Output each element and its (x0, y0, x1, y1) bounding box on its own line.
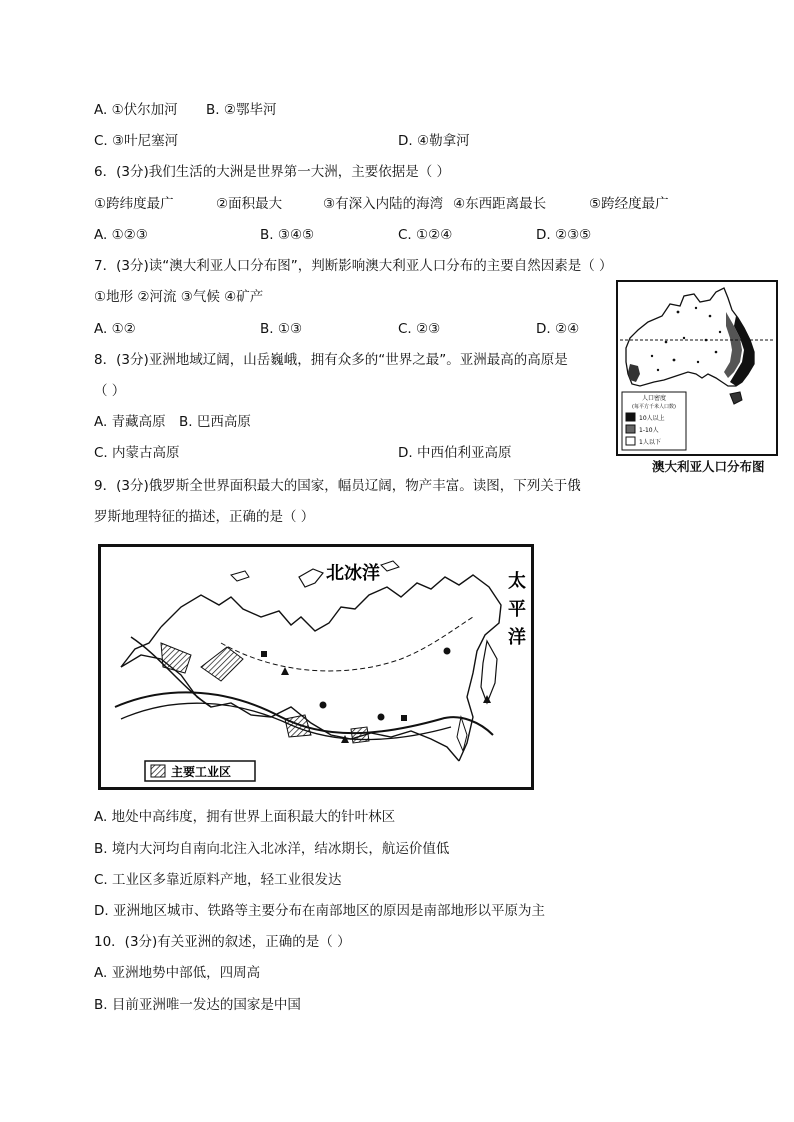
q8-option-d: D. 中西伯利亚高原 (398, 445, 512, 461)
legend-industrial-label: 主要工业区 (171, 765, 232, 779)
pacific-label-1: 太 (508, 571, 526, 592)
q7-items: ①地形 ②河流 ③气候 ④矿产 (94, 289, 264, 305)
q9-option-a: A. 地处中高纬度，拥有世界上面积最大的针叶林区 (94, 809, 396, 825)
western-border (121, 627, 161, 667)
q7-option-c: C. ②③ (398, 321, 441, 337)
q5-option-d: D. ④勒拿河 (398, 133, 470, 149)
pacific-label-3: 洋 (508, 627, 526, 648)
q8-option-a: A. 青藏高原 (94, 414, 166, 430)
legend-item-high: 10人以上 (639, 415, 665, 422)
q7-option-a: A. ①② (94, 321, 136, 337)
arctic-island-2 (381, 561, 399, 571)
arctic-circle (221, 617, 473, 671)
q10-option-a: A. 亚洲地势中部低，四周高 (94, 965, 261, 981)
q6-item-1: ①跨纬度最广 (94, 196, 174, 212)
q9-stem-line2: 罗斯地理特征的描述，正确的是（ ） (94, 509, 315, 525)
q6-option-d: D. ②③⑤ (536, 227, 592, 243)
australia-population-map (616, 280, 778, 456)
legend-item-medium: 1-10人 (639, 427, 659, 434)
q7-stem: 7．(3分)读“澳大利亚人口分布图”，判断影响澳大利亚人口分布的主要自然因素是（ ） (94, 258, 613, 274)
arctic-ocean-label: 北冰洋 (326, 563, 380, 584)
q5-option-a: A. ①伏尔加河 (94, 102, 178, 118)
q5-option-b: B. ②鄂毕河 (206, 102, 277, 118)
legend-hatch-swatch (151, 765, 165, 777)
australia-map-drawing (618, 282, 776, 454)
russia-map (98, 544, 534, 790)
tasmania (730, 392, 742, 404)
q6-item-4: ④东西距离最长 (453, 196, 547, 212)
kamchatka (481, 641, 497, 703)
arctic-island-1 (231, 571, 249, 581)
q9-option-b: B. 境内大河均自南向北注入北冰洋，结冰期长，航运价值低 (94, 841, 450, 857)
legend-subtitle: (每平方千米人口数) (632, 404, 676, 410)
q7-option-b: B. ①③ (260, 321, 303, 337)
australia-map-caption: 澳大利亚人口分布图 (652, 459, 765, 474)
q10-stem: 10．(3分)有关亚洲的叙述，正确的是（ ） (94, 934, 351, 950)
q9-option-c: C. 工业区多靠近原料产地，轻工业很发达 (94, 872, 342, 888)
q8-option-b: B. 巴西高原 (179, 414, 251, 430)
legend-title: 人口密度 (641, 395, 667, 402)
legend-swatch-medium (626, 425, 635, 433)
legend-item-low: 1人以下 (639, 439, 661, 446)
russia-map-drawing (101, 547, 531, 787)
q6-option-b: B. ③④⑤ (260, 227, 315, 243)
legend-swatch-high (626, 413, 635, 421)
q6-item-5: ⑤跨经度最广 (589, 196, 669, 212)
pacific-label-2: 平 (508, 599, 526, 620)
q8-option-c: C. 内蒙古高原 (94, 445, 180, 461)
q6-option-c: C. ①②④ (398, 227, 453, 243)
q6-stem: 6．(3分)我们生活的大洲是世界第一大洲，主要依据是（ ） (94, 164, 451, 180)
q10-option-b: B. 目前亚洲唯一发达的国家是中国 (94, 997, 301, 1013)
southern-border (121, 655, 459, 761)
q9-stem-line1: 9．(3分)俄罗斯全世界面积最大的国家，幅员辽阔，物产丰富。读图，下列关于俄 (94, 478, 581, 494)
q6-item-3: ③有深入内陆的海湾 (323, 196, 444, 212)
q9-option-d: D. 亚洲地区城市、铁路等主要分布在南部地区的原因是南部地形以平原为主 (94, 903, 545, 919)
q6-option-a: A. ①②③ (94, 227, 148, 243)
q8-stem: 8．(3分)亚洲地域辽阔，山岳巍峨，拥有众多的“世界之最”。亚洲最高的高原是 (94, 352, 568, 368)
q5-option-c: C. ③叶尼塞河 (94, 133, 179, 149)
q6-item-2: ②面积最大 (216, 196, 283, 212)
q8-paren: （ ） (94, 383, 126, 399)
legend-swatch-low (626, 437, 635, 445)
q7-option-d: D. ②④ (536, 321, 580, 337)
novaya-zemlya (299, 569, 323, 587)
